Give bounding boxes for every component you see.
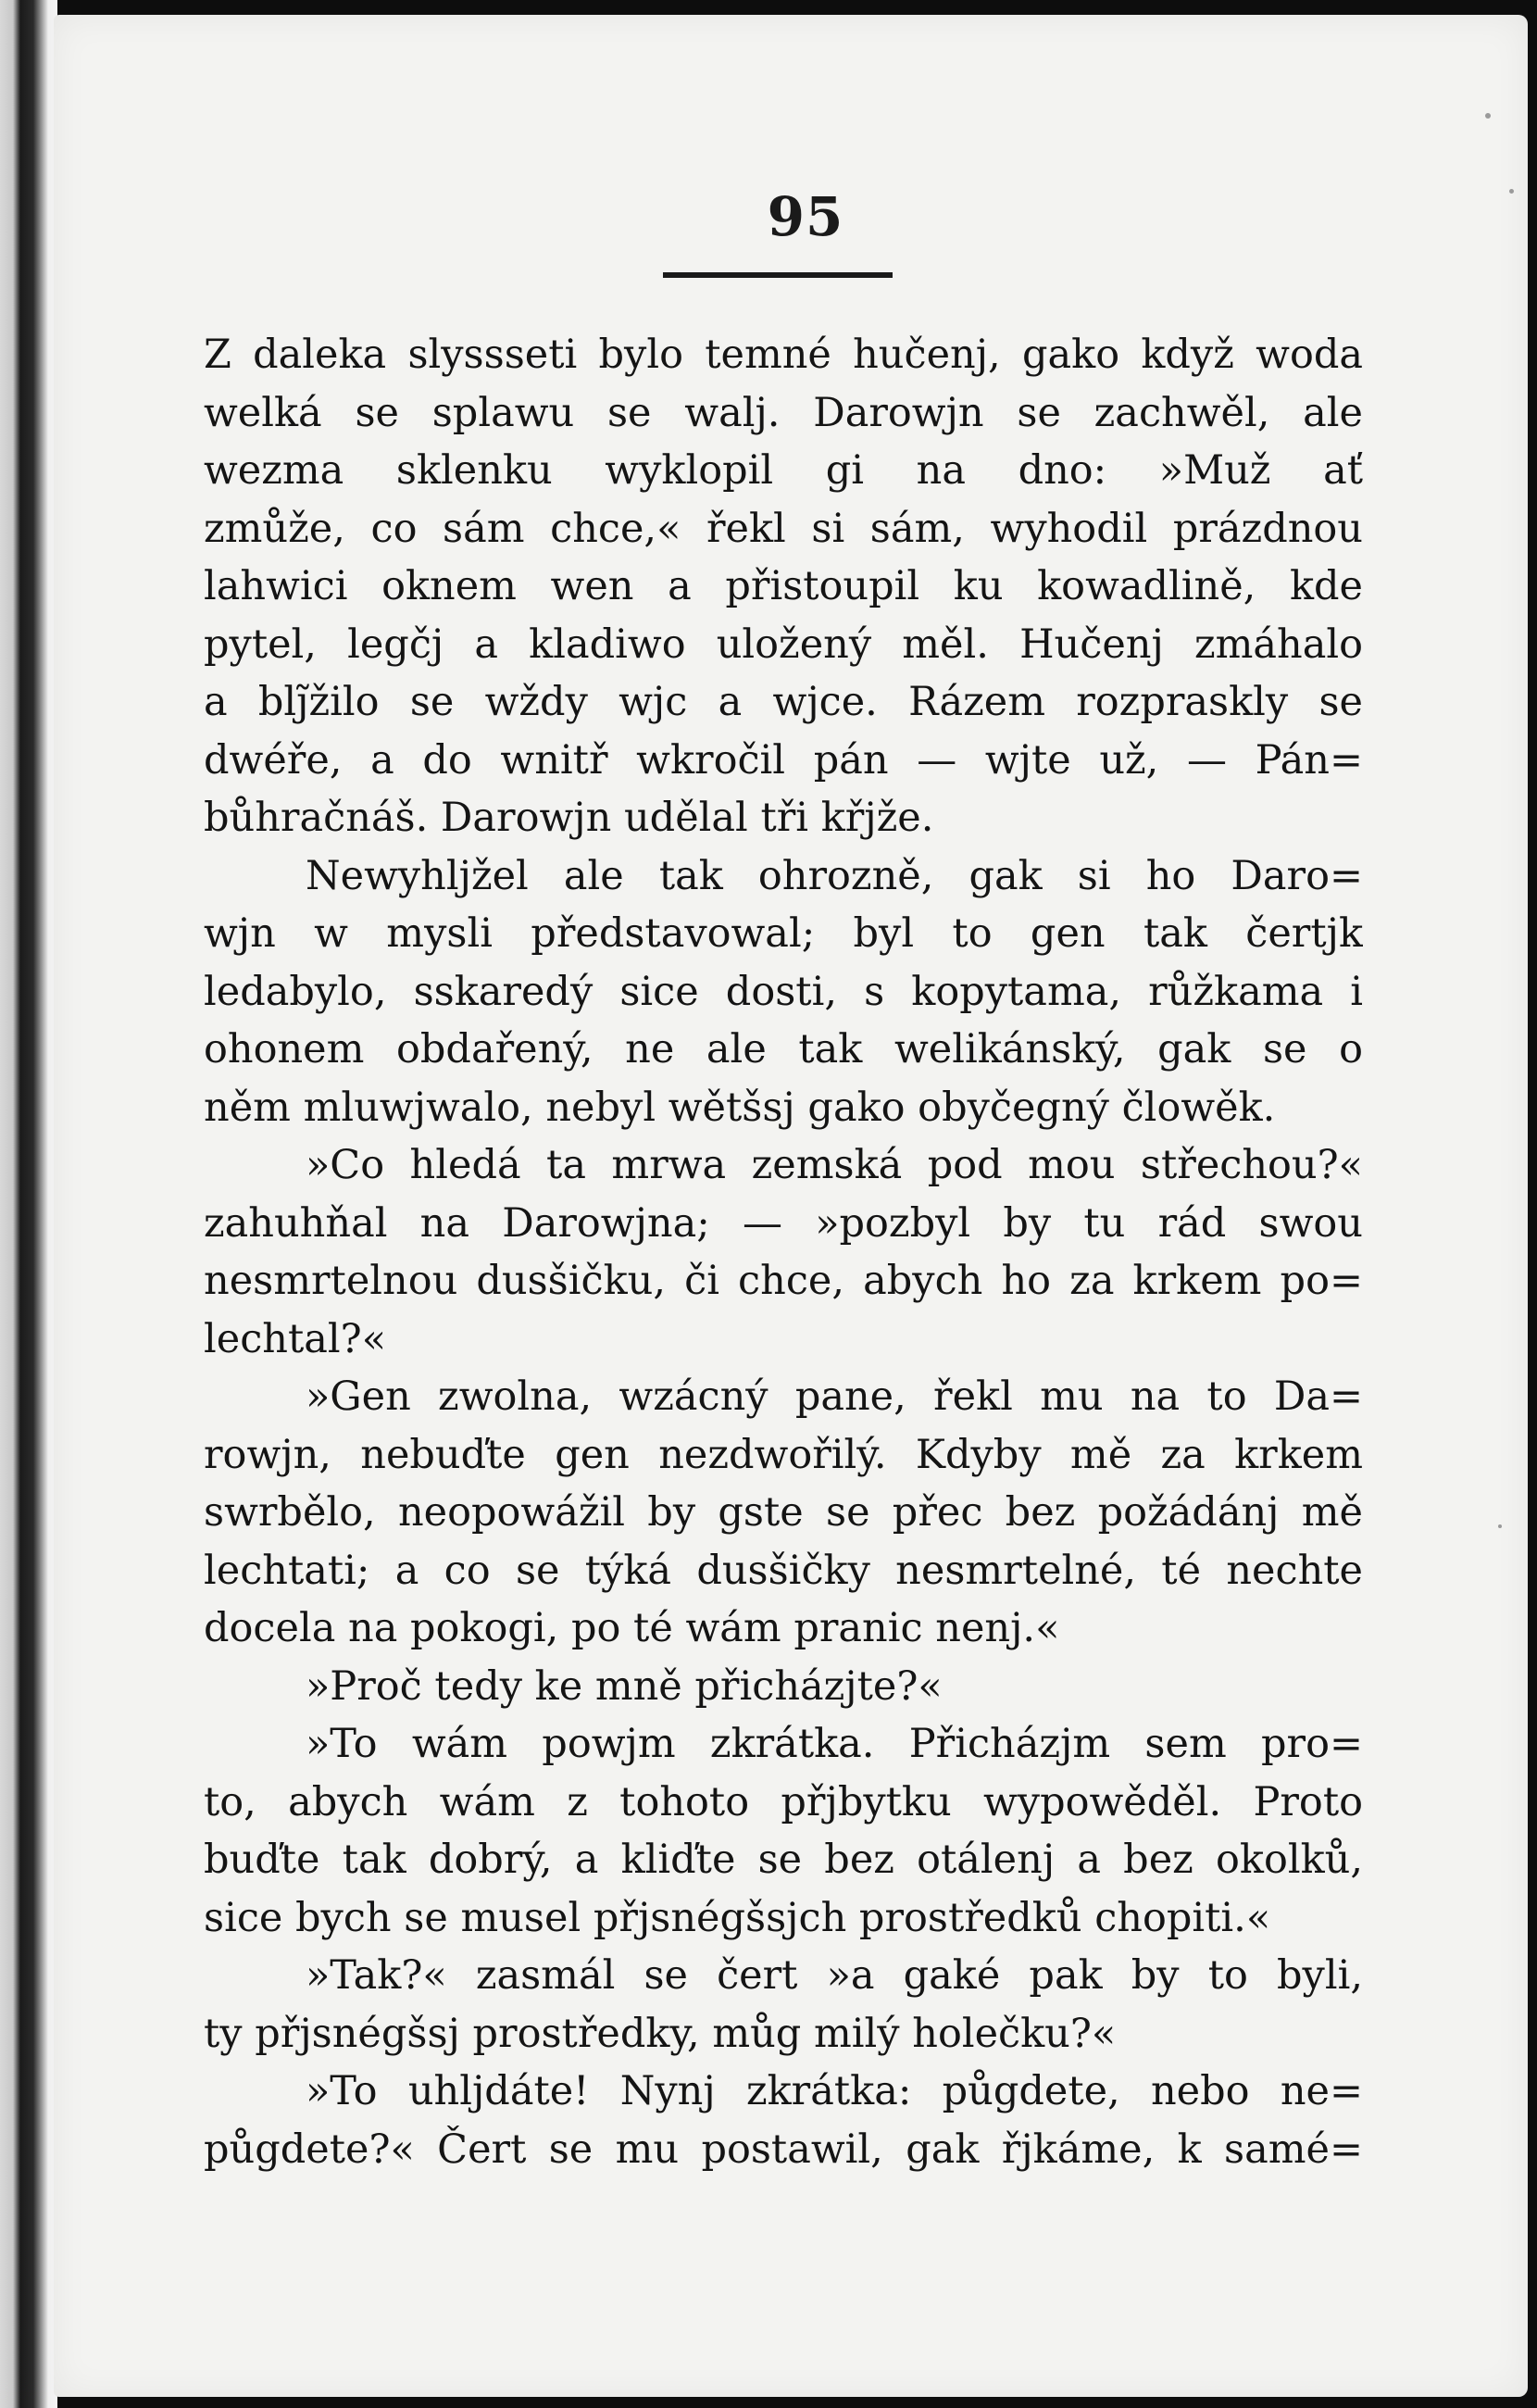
text-line: wezma sklenku wyklopil gi na dno: »Muž ať: [204, 447, 1363, 494]
text-line: nesmrtelnou dusšičku, či chce, abych ho za krkem po=: [204, 1258, 1363, 1304]
text-line: buďte tak dobrý, a kliďte se bez otálenj a bez okolků,: [204, 1837, 1363, 1883]
text-line: ohonem obdařený, ne ale tak welikánský, gak se o: [204, 1026, 1363, 1072]
text-line: lechtati; a co se týká dusšičky nesmrtelné, té nechte: [204, 1547, 1363, 1594]
text-line: wjn w mysli představowal; byl to gen tak čertjk: [204, 910, 1363, 957]
text-line: dwéře, a do wnitř wkročil pán — wjte už, — Pán=: [204, 736, 1363, 784]
text-line: »To uhljdáte! Nynj zkrátka: půgdete, nebo ne=: [306, 2068, 1363, 2114]
text-line: docela na pokogi, po té wám pranic nenj.«: [204, 1605, 1060, 1651]
page-number: 95: [767, 185, 844, 248]
paper-speck: [1498, 1524, 1502, 1528]
text-line: rowjn, nebuďte gen nezdwořilý. Kdyby mě za krkem: [204, 1431, 1363, 1478]
text-line: Newyhljžel ale tak ohrozně, gak si ho Daro=: [306, 852, 1363, 899]
text-line: zahuhňal na Darowjna; — »pozbyl by tu rád swou: [204, 1199, 1363, 1247]
text-line: něm mluwjwalo, nebyl wětšsj gako obyčegný člowěk.: [204, 1084, 1276, 1131]
text-line: »Gen zwolna, wzácný pane, řekl mu na to Da=: [306, 1373, 1363, 1420]
text-line: »Proč tedy ke mně přicházjte?«: [306, 1662, 943, 1710]
paper-speck: [1509, 189, 1514, 194]
text-line: a blj̃žilo se wždy wjc a wjce. Rázem rozpraskly se: [204, 679, 1363, 725]
text-line: ty přjsnégšsj prostředky, můg milý holečku?«: [204, 2010, 1117, 2057]
text-line: swrbělo, neopowážil by gste se přec bez požádánj mě: [204, 1489, 1363, 1536]
text-line: pytel, legčj a kladiwo uložený měl. Hučenj zmáhalo: [204, 621, 1363, 668]
paper-speck: [1485, 113, 1491, 119]
text-line: »To wám powjm zkrátka. Přicházjm sem pro=: [306, 1721, 1363, 1767]
text-line: půgdete?« Čert se mu postawil, gak řjkáme, k samé=: [204, 2126, 1363, 2173]
text-line: welká se splawu se walj. Darowjn se zachwěl, ale: [204, 389, 1363, 436]
text-line: »Tak?« zasmál se čert »a gaké pak by to byli,: [306, 1952, 1363, 1999]
text-line: lahwici oknem wen a přistoupil ku kowadlině, kde: [204, 563, 1363, 609]
book-binding-edge: [0, 0, 57, 2408]
text-line: Z daleka slyssseti bylo temné hučenj, gako když woda: [204, 332, 1363, 378]
text-line: »Co hledá ta mrwa zemská pod mou střechou?«: [306, 1142, 1363, 1188]
body-text: [204, 326, 1363, 2178]
text-line: sice bych se musel přjsnégšsjch prostředků chopiti.«: [204, 1894, 1271, 1941]
text-line: lechtal?«: [204, 1315, 387, 1362]
page-number-rule: [663, 272, 893, 278]
text-line: ledabylo, sskaredý sice dosti, s kopytama, růžkama i: [204, 968, 1363, 1015]
text-line: bůhračnáš. Darowjn udělal tři křjže.: [204, 795, 934, 841]
text-line: to, abych wám z tohoto přjbytku wypowěděl. Proto: [204, 1778, 1363, 1825]
text-line: zmůže, co sám chce,« řekl si sám, wyhodil prázdnou: [204, 505, 1363, 552]
